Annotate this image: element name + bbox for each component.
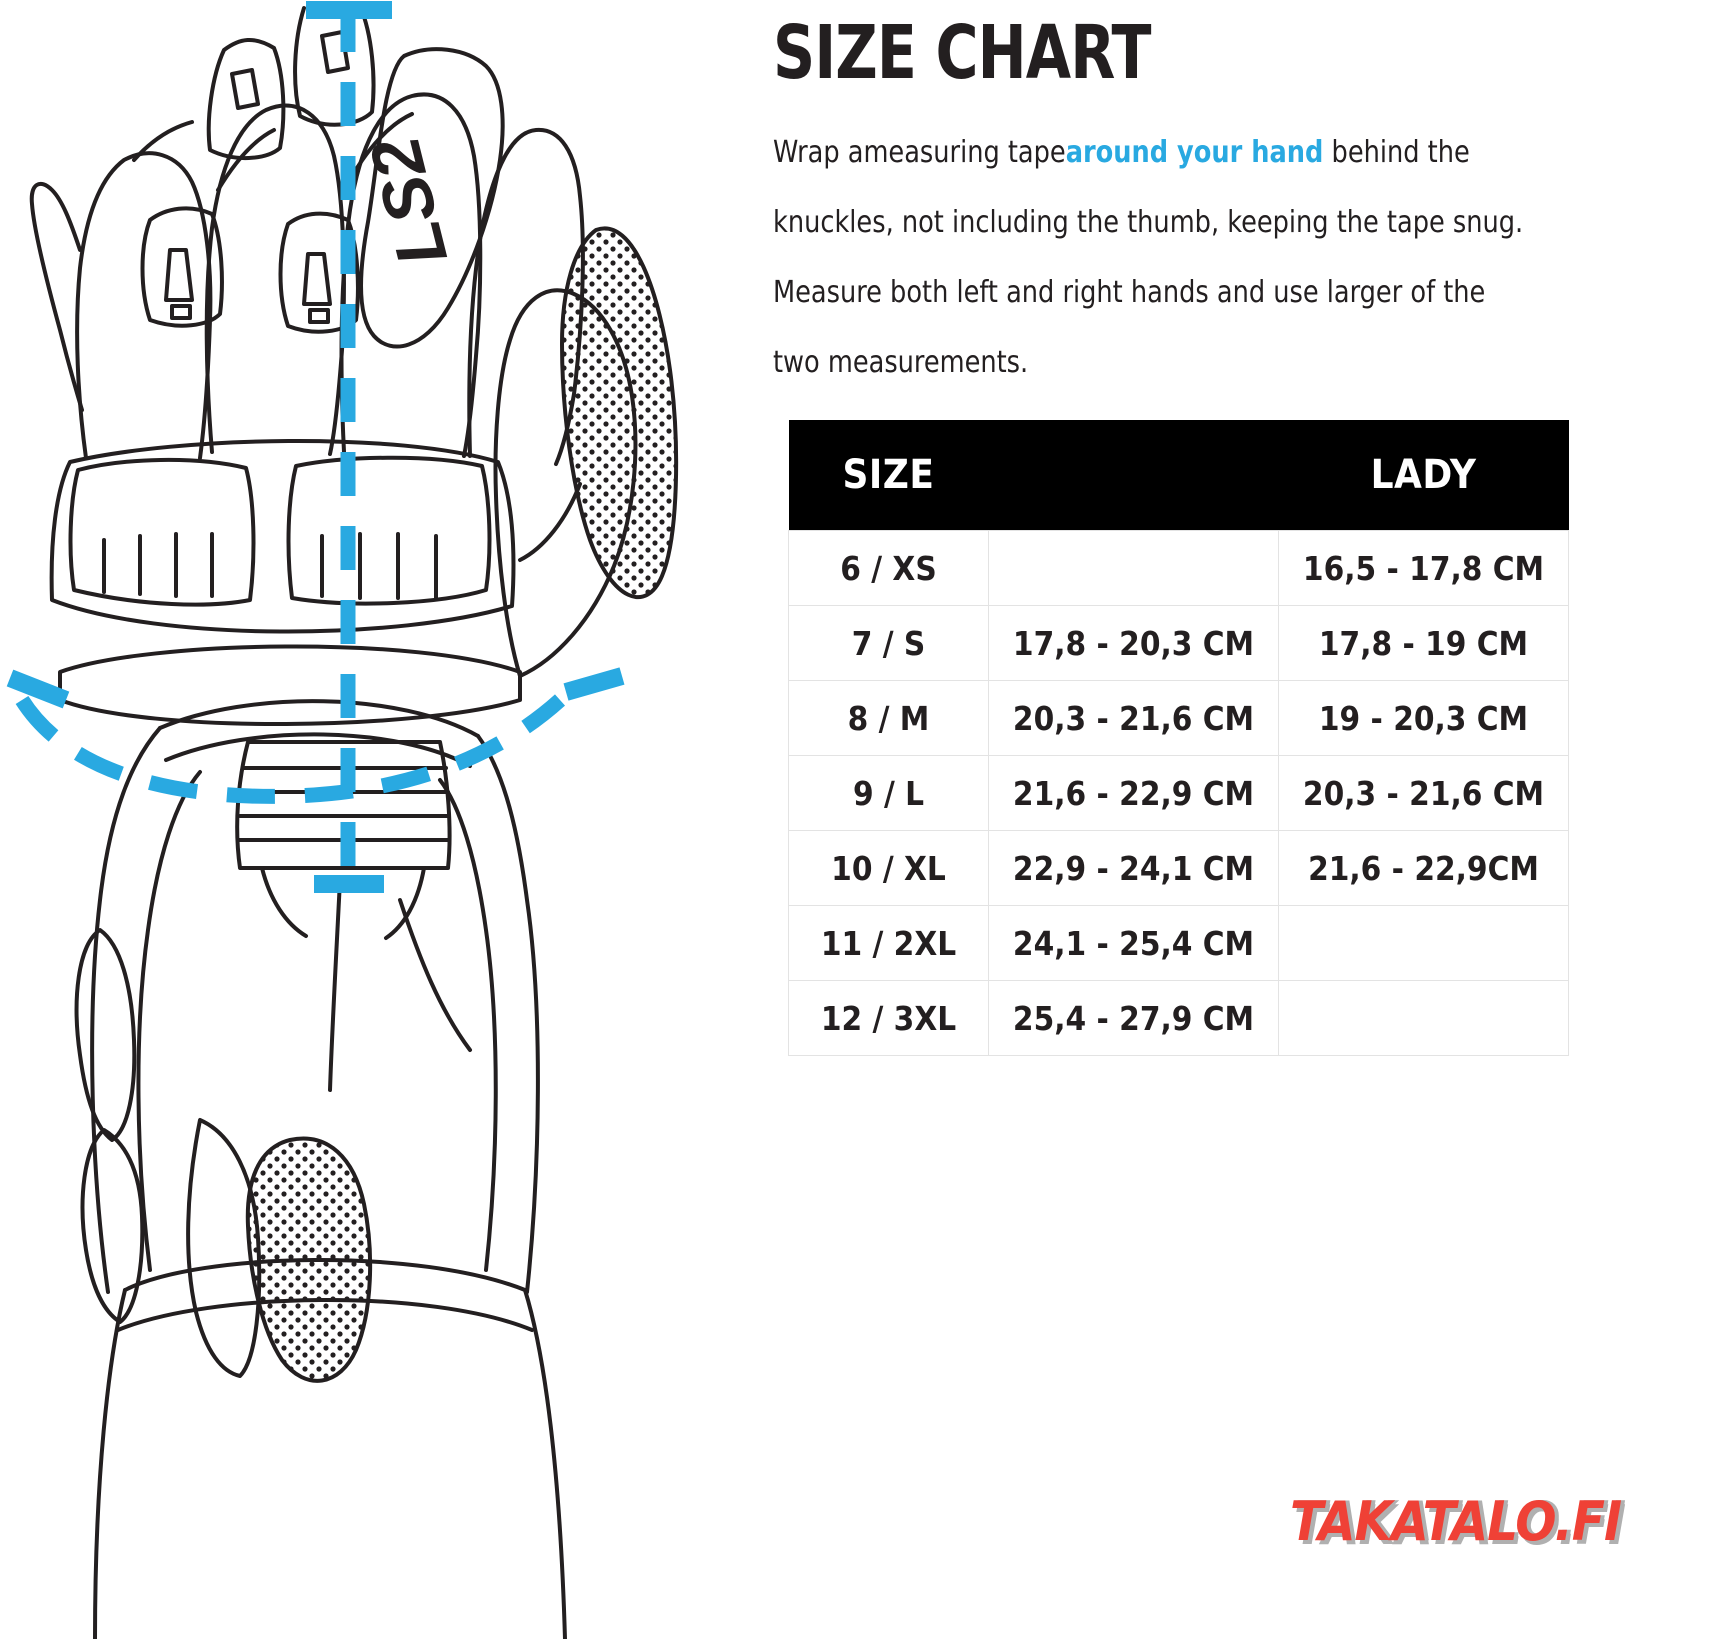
wrist-side-tab <box>77 930 135 1140</box>
knuckle-pad-left <box>71 460 254 605</box>
cell-men: 25,4 - 27,9 CM <box>989 981 1279 1056</box>
finger-middle-pad-upper <box>209 40 284 158</box>
horizontal-measure-line <box>22 700 560 796</box>
cell-men: 22,9 - 24,1 CM <box>989 831 1279 906</box>
center-seam <box>330 880 340 1090</box>
table-row <box>789 531 1569 606</box>
ls2-brand-logo: LS2 <box>355 130 463 274</box>
cell-size: 7 / S <box>789 606 989 681</box>
table-body <box>789 531 1569 1056</box>
table-row <box>789 831 1569 906</box>
glove-illustration-svg <box>0 0 760 1639</box>
cell-size: 6 / XS <box>789 531 989 606</box>
cell-men: 21,6 - 22,9 CM <box>989 756 1279 831</box>
cell-size: 12 / 3XL <box>789 981 989 1056</box>
instructions-part2: behind the knuckles, not including the thumb, keeping the tape snug. Measure both left and right hands and use larger of the two measurements. <box>773 135 1524 380</box>
cell-size: 10 / XL <box>789 831 989 906</box>
finger-middle-pad-icon <box>232 70 258 108</box>
finger-middle-pad-lower-icon-2 <box>310 310 328 322</box>
cell-size: 9 / L <box>789 756 989 831</box>
cell-lady <box>1279 981 1569 1056</box>
finger-ring-pad-upper <box>295 6 373 125</box>
knuckle-band <box>60 646 520 724</box>
instructions-highlight: around your hand <box>1065 135 1324 170</box>
gauntlet-left-edge <box>92 728 160 1292</box>
cell-men: 20,3 - 21,6 CM <box>989 681 1279 756</box>
wrist-bridge-top <box>160 701 478 736</box>
glove-illustration <box>0 0 760 1639</box>
gauntlet-right-edge <box>478 736 538 1292</box>
cell-men: 17,8 - 20,3 CM <box>989 606 1279 681</box>
finger-middle-pad-lower-icon <box>304 254 330 304</box>
horizontal-measure-left-cap <box>10 678 66 700</box>
column-header-men <box>989 420 1279 531</box>
wrist-bridge-bottom <box>166 734 470 766</box>
cell-size: 11 / 2XL <box>789 906 989 981</box>
watermark-text: TAKATALO.FI <box>1290 1490 1622 1553</box>
table-header-row <box>789 420 1569 531</box>
column-header-lady: LADY <box>1279 420 1569 531</box>
lower-side-strap <box>83 1130 143 1322</box>
measure-guides <box>10 8 622 890</box>
page-title: SIZE CHART <box>773 10 1151 96</box>
cuff-outline-right <box>525 1290 565 1639</box>
diagonal-seam-right <box>400 900 470 1050</box>
instructions-paragraph <box>773 118 1533 398</box>
horizontal-measure-right-cap <box>566 676 622 692</box>
info-panel <box>768 0 1728 1639</box>
gauntlet-grip-patch <box>248 1139 370 1381</box>
thumb-inner-seam <box>520 484 580 560</box>
cell-men <box>989 531 1279 606</box>
watermark <box>1290 1490 1670 1580</box>
cell-men: 24,1 - 25,4 CM <box>989 906 1279 981</box>
knuckle-pad-right <box>289 458 490 604</box>
table-row <box>789 756 1569 831</box>
table-row <box>789 906 1569 981</box>
accordion-taper-right <box>386 868 424 938</box>
table-row <box>789 606 1569 681</box>
instructions-part1: Wrap ameasuring tape <box>773 135 1066 170</box>
size-chart-table <box>788 420 1569 1056</box>
cuff-outline-left <box>95 1290 125 1639</box>
knuckle-plate-outline <box>52 441 514 632</box>
finger-index-pad-icon <box>166 250 192 300</box>
cell-lady: 17,8 - 19 CM <box>1279 606 1569 681</box>
cell-size: 8 / M <box>789 681 989 756</box>
cell-lady: 19 - 20,3 CM <box>1279 681 1569 756</box>
cell-lady: 20,3 - 21,6 CM <box>1279 756 1569 831</box>
finger-index-side <box>32 184 82 410</box>
table-row <box>789 981 1569 1056</box>
thumb-grip-patch <box>562 228 676 597</box>
table-header <box>789 420 1569 531</box>
cell-lady: 21,6 - 22,9CM <box>1279 831 1569 906</box>
column-header-size: SIZE <box>789 420 989 531</box>
cell-lady: 16,5 - 17,8 CM <box>1279 531 1569 606</box>
table-row <box>789 681 1569 756</box>
accordion-taper-left <box>262 868 306 936</box>
cell-lady <box>1279 906 1569 981</box>
finger-index-pad-icon-2 <box>172 306 190 318</box>
